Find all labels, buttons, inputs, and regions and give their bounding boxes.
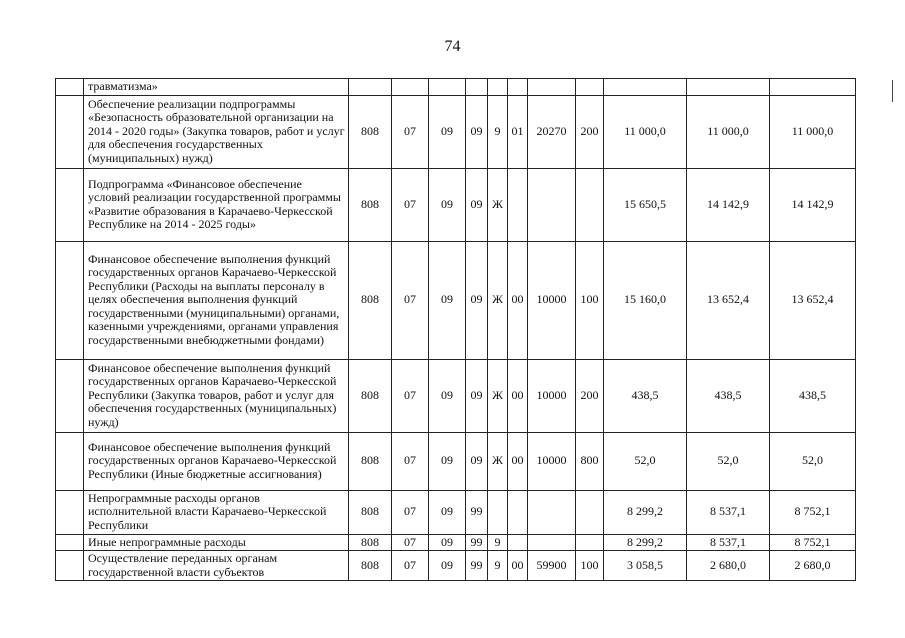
expense-name-cell: Непрограммные расходы органов исполнительной власти Карачаево-Черкесской Республики (84, 490, 349, 534)
cell-s2025: 14 142,9 (687, 168, 770, 241)
cell-s2025: 8 537,1 (687, 490, 770, 534)
cell-pr (429, 79, 466, 96)
cell-ved: 808 (349, 359, 392, 432)
cell-vr: 100 (576, 241, 604, 359)
cell-pr: 09 (429, 359, 466, 432)
cell-s2025: 8 537,1 (687, 534, 770, 551)
table-row (56, 490, 856, 534)
cell-s2026 (770, 79, 856, 96)
cell-s2024: 15 650,5 (604, 168, 687, 241)
table-row (56, 95, 856, 168)
cell-p2: Ж (488, 359, 508, 432)
cell-s2026: 52,0 (770, 432, 856, 490)
cell-p4: 59900 (528, 551, 576, 581)
cell-s2024: 15 160,0 (604, 241, 687, 359)
cell-p2: Ж (488, 168, 508, 241)
blank-cell (56, 168, 84, 241)
cell-p2: Ж (488, 241, 508, 359)
expense-name-cell: Финансовое обеспечение выполнения функций государственных органов Карачаево-Черкесской Республики (Закупка товаров, работ и услуг для обеспечения государственных (муниципальных) нужд) (84, 359, 349, 432)
cell-ved: 808 (349, 241, 392, 359)
cell-vr: 200 (576, 95, 604, 168)
table-body (56, 79, 856, 581)
cell-pr: 09 (429, 95, 466, 168)
cell-s2024: 8 299,2 (604, 534, 687, 551)
page-number: 74 (444, 38, 461, 55)
cell-rz: 07 (392, 168, 429, 241)
cell-p3: 00 (508, 359, 528, 432)
cell-pr: 09 (429, 490, 466, 534)
cell-p1: 09 (466, 359, 488, 432)
cell-ved: 808 (349, 432, 392, 490)
cell-rz: 07 (392, 95, 429, 168)
cell-rz: 07 (392, 432, 429, 490)
cell-p1: 99 (466, 534, 488, 551)
cell-rz: 07 (392, 551, 429, 581)
cell-vr: 100 (576, 551, 604, 581)
cell-pr: 09 (429, 241, 466, 359)
cell-p4: 20270 (528, 95, 576, 168)
cell-vr: 200 (576, 359, 604, 432)
cell-p1: 09 (466, 432, 488, 490)
expense-name-cell: Подпрограмма «Финансовое обеспечение условий реализации государственной программы «Развитие образования в Карачаево-Черкесской Республике на 2014 - 2025 годы» (84, 168, 349, 241)
cell-rz: 07 (392, 359, 429, 432)
cell-p1 (466, 79, 488, 96)
cell-p4 (528, 490, 576, 534)
cell-s2024: 8 299,2 (604, 490, 687, 534)
cell-p3: 00 (508, 432, 528, 490)
expense-name-cell: Иные непрограммные расходы (84, 534, 349, 551)
cell-s2026: 11 000,0 (770, 95, 856, 168)
cell-s2025: 438,5 (687, 359, 770, 432)
cell-pr: 09 (429, 551, 466, 581)
cell-p4 (528, 168, 576, 241)
cell-p3: 00 (508, 241, 528, 359)
cell-p3: 01 (508, 95, 528, 168)
cell-s2025: 11 000,0 (687, 95, 770, 168)
cell-s2026: 8 752,1 (770, 490, 856, 534)
cell-ved: 808 (349, 551, 392, 581)
cell-s2025: 52,0 (687, 432, 770, 490)
blank-cell (56, 79, 84, 96)
cell-vr (576, 79, 604, 96)
expense-name-cell: Обеспечение реализации подпрограммы «Безопасность образовательной организации на 2014 - 2020 годы» (Закупка товаров, работ и услуг для обеспечения государственных (муниципальных) нужд) (84, 95, 349, 168)
cell-rz: 07 (392, 490, 429, 534)
margin-mark (892, 80, 893, 102)
cell-s2025 (687, 79, 770, 96)
cell-rz: 07 (392, 534, 429, 551)
blank-cell (56, 95, 84, 168)
cell-p3 (508, 79, 528, 96)
cell-p4: 10000 (528, 359, 576, 432)
blank-cell (56, 490, 84, 534)
table-row (56, 79, 856, 96)
cell-ved: 808 (349, 534, 392, 551)
cell-ved: 808 (349, 95, 392, 168)
cell-pr: 09 (429, 168, 466, 241)
cell-ved: 808 (349, 490, 392, 534)
expense-name-cell: Финансовое обеспечение выполнения функций государственных органов Карачаево-Черкесской Республики (Иные бюджетные ассигнования) (84, 432, 349, 490)
cell-p1: 09 (466, 241, 488, 359)
expense-name-cell: травматизма» (84, 79, 349, 96)
cell-ved: 808 (349, 168, 392, 241)
cell-s2024: 11 000,0 (604, 95, 687, 168)
blank-cell (56, 432, 84, 490)
cell-p3 (508, 534, 528, 551)
cell-p2: 9 (488, 95, 508, 168)
cell-p2: Ж (488, 432, 508, 490)
cell-s2026: 13 652,4 (770, 241, 856, 359)
cell-s2024: 3 058,5 (604, 551, 687, 581)
cell-p1: 09 (466, 168, 488, 241)
cell-ved (349, 79, 392, 96)
cell-rz: 07 (392, 241, 429, 359)
cell-p4: 10000 (528, 432, 576, 490)
blank-cell (56, 551, 84, 581)
cell-p3: 00 (508, 551, 528, 581)
cell-p2 (488, 79, 508, 96)
cell-p3 (508, 490, 528, 534)
cell-pr: 09 (429, 534, 466, 551)
cell-s2024: 438,5 (604, 359, 687, 432)
cell-s2025: 2 680,0 (687, 551, 770, 581)
table-row (56, 551, 856, 581)
blank-cell (56, 359, 84, 432)
cell-s2026: 14 142,9 (770, 168, 856, 241)
cell-p4 (528, 79, 576, 96)
cell-vr (576, 168, 604, 241)
table-row (56, 241, 856, 359)
cell-rz (392, 79, 429, 96)
cell-s2026: 8 752,1 (770, 534, 856, 551)
cell-p4 (528, 534, 576, 551)
table-row (56, 432, 856, 490)
table-row (56, 359, 856, 432)
cell-s2024 (604, 79, 687, 96)
cell-s2026: 438,5 (770, 359, 856, 432)
cell-s2026: 2 680,0 (770, 551, 856, 581)
cell-p1: 99 (466, 490, 488, 534)
cell-p3 (508, 168, 528, 241)
cell-p2 (488, 490, 508, 534)
cell-p4: 10000 (528, 241, 576, 359)
cell-vr: 800 (576, 432, 604, 490)
cell-s2025: 13 652,4 (687, 241, 770, 359)
expense-name-cell: Финансовое обеспечение выполнения функций государственных органов Карачаево-Черкесской Республики (Расходы на выплаты персоналу в целях обеспечения выполнения функций государственными (муниципальными) органами, казенными учреждениями, органами управления государственными внебюджетными фондами) (84, 241, 349, 359)
cell-p1: 99 (466, 551, 488, 581)
cell-p2: 9 (488, 551, 508, 581)
expense-name-cell: Осуществление переданных органам государственной власти субъектов (84, 551, 349, 581)
blank-cell (56, 241, 84, 359)
table-row (56, 534, 856, 551)
budget-table (55, 78, 856, 581)
blank-cell (56, 534, 84, 551)
table-row (56, 168, 856, 241)
cell-pr: 09 (429, 432, 466, 490)
cell-vr (576, 490, 604, 534)
cell-vr (576, 534, 604, 551)
cell-p1: 09 (466, 95, 488, 168)
cell-p2: 9 (488, 534, 508, 551)
cell-s2024: 52,0 (604, 432, 687, 490)
